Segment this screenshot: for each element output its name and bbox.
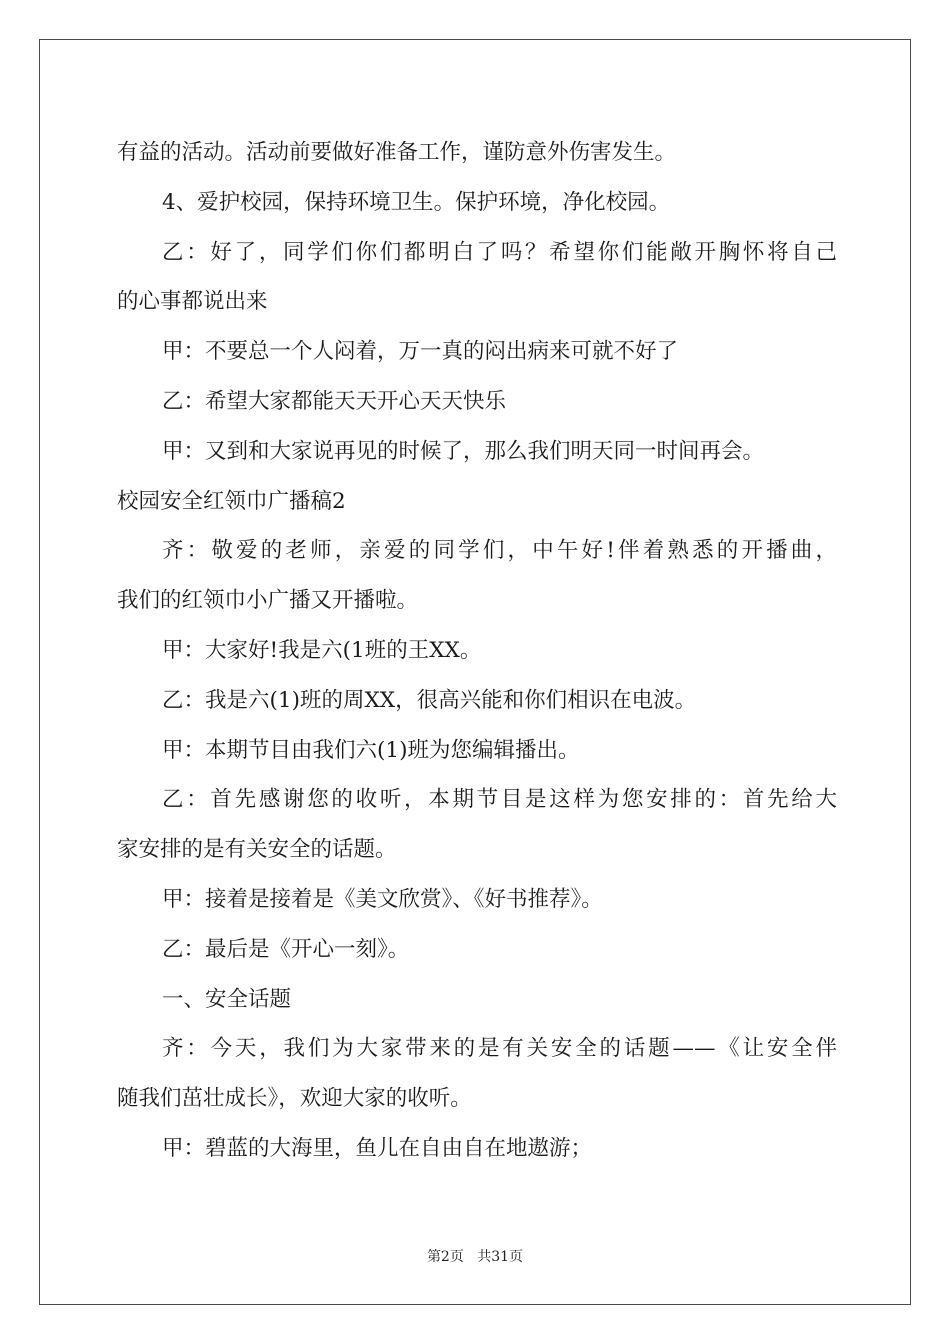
text-line: 乙：希望大家都能天天开心天天快乐 bbox=[162, 388, 507, 414]
text-line: 齐：今天，我们为大家带来的是有关安全的话题——《让安全伴 bbox=[162, 1036, 837, 1062]
text-line: 甲：接着是接着是《美文欣赏》、《好书推荐》。 bbox=[162, 886, 603, 912]
text-line: 甲：本期节目由我们六(1)班为您编辑播出。 bbox=[162, 737, 580, 763]
text-line: 乙：首先感谢您的收听，本期节目是这样为您安排的：首先给大 bbox=[162, 787, 837, 813]
page-footer bbox=[0, 1246, 950, 1266]
text-line: 校园安全红领巾广播稿2 bbox=[117, 488, 346, 514]
document-body bbox=[117, 128, 837, 1174]
text-line: 甲：碧蓝的大海里，鱼儿在自由自在地遨游； bbox=[162, 1135, 593, 1161]
page-total: 共31页 bbox=[477, 1249, 524, 1265]
text-line: 甲：又到和大家说再见的时候了，那么我们明天同一时间再会。 bbox=[162, 438, 765, 464]
page-number: 第2页 bbox=[426, 1249, 464, 1265]
text-line: 我们的红领巾小广播又开播啦。 bbox=[117, 588, 419, 614]
text-line: 有益的活动。活动前要做好准备工作，谨防意外伤害发生。 bbox=[117, 140, 677, 165]
text-line: 家安排的是有关安全的话题。 bbox=[117, 837, 397, 863]
text-line: 齐：敬爱的老师，亲爱的同学们，中午好!伴着熟悉的开播曲， bbox=[162, 538, 837, 564]
text-line: 甲：大家好!我是六(1班的王XX。 bbox=[162, 637, 482, 663]
text-line: 一、安全话题 bbox=[162, 986, 292, 1012]
text-line: 乙：最后是《开心一刻》。 bbox=[162, 936, 410, 962]
text-line: 乙：好了，同学们你们都明白了吗？希望你们能敞开胸怀将自己 bbox=[162, 239, 837, 265]
text-line: 的心事都说出来 bbox=[117, 289, 268, 315]
text-line: 4、爱护校园，保持环境卫生。保护环境，净化校园。 bbox=[162, 189, 671, 215]
text-line: 甲：不要总一个人闷着，万一真的闷出病来可就不好了 bbox=[162, 339, 679, 365]
text-line: 随我们茁壮成长》，欢迎大家的收听。 bbox=[117, 1086, 472, 1112]
text-line: 乙：我是六(1)班的周XX，很高兴能和你们相识在电波。 bbox=[162, 687, 697, 713]
